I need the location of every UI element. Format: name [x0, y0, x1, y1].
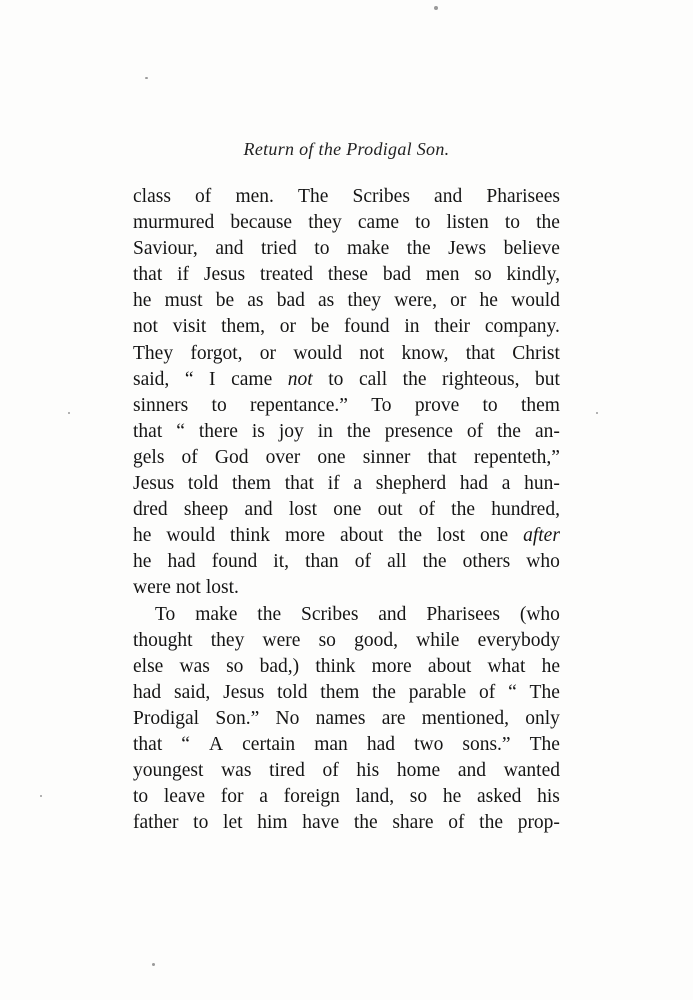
word: repentance.”: [249, 394, 348, 416]
word: make: [195, 603, 238, 625]
scan-speck: [145, 77, 148, 79]
word: what: [487, 655, 526, 677]
word: “: [176, 420, 185, 442]
word: parable: [408, 681, 467, 703]
text-line: [133, 471, 560, 497]
text-line: [133, 236, 560, 262]
word: would: [511, 290, 560, 312]
word: so: [474, 264, 492, 286]
word: be: [215, 290, 235, 312]
word: man: [314, 733, 348, 755]
word: more: [284, 525, 326, 547]
word: are: [381, 707, 406, 729]
word: had: [133, 681, 162, 703]
word: were,: [394, 290, 437, 312]
word: the: [257, 603, 282, 625]
word: would: [166, 525, 216, 547]
word: thought: [133, 629, 193, 651]
word: the: [346, 420, 371, 442]
word: because: [230, 212, 293, 234]
word: mentioned,: [421, 707, 509, 729]
word: while: [416, 629, 460, 651]
word: not: [133, 316, 158, 338]
word: but: [535, 368, 560, 390]
word: gels: [133, 446, 165, 468]
word: The: [298, 186, 329, 207]
word: bad,): [259, 655, 300, 677]
word: everybody: [477, 629, 560, 651]
word: to: [211, 394, 227, 416]
word: murmured: [133, 212, 215, 234]
word: so: [409, 786, 428, 808]
word: not: [287, 368, 313, 390]
text-line: [133, 314, 560, 340]
word: wanted: [503, 760, 560, 782]
word: A: [209, 733, 224, 755]
word: to: [482, 394, 498, 416]
word: not: [359, 342, 385, 364]
word: if: [327, 473, 340, 495]
word: these: [327, 264, 368, 286]
word: youngest: [133, 760, 204, 782]
word: Scribes: [352, 186, 410, 207]
word: have: [302, 812, 340, 834]
word: that: [133, 420, 163, 442]
word: land,: [355, 786, 395, 808]
word: said,: [133, 368, 170, 390]
word: would: [293, 342, 343, 364]
word: he: [541, 655, 560, 677]
word: home: [396, 760, 441, 782]
word: to: [314, 238, 330, 260]
word: or: [259, 342, 277, 364]
word: the: [497, 420, 521, 442]
word: their: [434, 316, 471, 338]
word: had: [459, 473, 489, 495]
word: They: [133, 342, 174, 364]
word: one: [317, 446, 346, 468]
text-line: [133, 784, 560, 810]
text-line: [133, 602, 560, 628]
word: he: [133, 525, 152, 547]
word: was: [221, 760, 252, 782]
word: of: [322, 760, 339, 782]
running-head: Return of the Prodigal Son.: [243, 139, 450, 159]
word: there: [198, 420, 238, 442]
word: Scribes: [301, 603, 359, 625]
word: To: [371, 394, 392, 416]
word: he: [442, 786, 462, 808]
word: hun-: [524, 473, 560, 495]
word: the: [406, 238, 431, 260]
text-line: [133, 654, 560, 680]
word: kindly,: [506, 264, 560, 286]
word: for: [220, 786, 244, 808]
word: think: [315, 655, 356, 677]
scan-speck: [596, 412, 598, 414]
word: and: [434, 186, 463, 207]
word: treated: [259, 264, 314, 286]
word: had: [366, 733, 396, 755]
word: “: [508, 681, 517, 703]
word: said,: [173, 681, 211, 703]
word: good,: [354, 629, 398, 651]
word: that: [427, 446, 457, 468]
word: Jesus: [223, 681, 265, 703]
word: tried: [261, 238, 297, 260]
word: and: [215, 238, 244, 260]
text-line: [133, 732, 560, 758]
word: lost: [436, 525, 466, 547]
word: of: [466, 420, 484, 442]
word: as: [247, 290, 264, 312]
text-line: [133, 419, 560, 445]
word: about: [339, 525, 384, 547]
word: “: [184, 368, 194, 390]
word: joy: [278, 420, 304, 442]
word: about: [427, 655, 472, 677]
word: if: [177, 264, 190, 286]
word: him: [257, 812, 288, 834]
word: must: [164, 290, 203, 312]
word: sinner: [362, 446, 411, 468]
word: of: [478, 681, 496, 703]
word: that: [133, 733, 163, 755]
text-line: [133, 706, 560, 732]
word: others: [462, 551, 511, 573]
word: company.: [484, 316, 560, 338]
word: sheep: [183, 499, 229, 521]
word: foreign: [283, 786, 340, 808]
text-line: [133, 549, 560, 575]
text-line: [133, 810, 560, 836]
word: a: [501, 473, 511, 495]
scan-speck: [152, 963, 155, 966]
text-line: [133, 210, 560, 236]
word: men.: [235, 186, 274, 207]
text-line: [133, 184, 560, 210]
word: Son.”: [215, 707, 260, 729]
text-line: [133, 575, 560, 601]
word: sons.”: [462, 733, 511, 755]
word: the: [398, 525, 423, 547]
word: No: [275, 707, 300, 729]
text-line: [133, 758, 560, 784]
word: who: [526, 551, 560, 573]
text-line: [133, 367, 560, 393]
word: found: [211, 551, 258, 573]
word: he: [133, 551, 152, 573]
word: of: [418, 499, 435, 521]
word: think: [229, 525, 271, 547]
word: so: [226, 655, 244, 677]
text-line: [133, 497, 560, 523]
word: after: [523, 525, 560, 547]
word: forgot,: [190, 342, 243, 364]
word: Christ: [512, 342, 560, 364]
word: were: [133, 577, 171, 599]
word: else: [133, 655, 164, 677]
word: in: [317, 420, 333, 442]
word: a: [353, 473, 363, 495]
word: shepherd: [375, 473, 447, 495]
word: prop-: [517, 812, 560, 834]
word: let: [223, 812, 243, 834]
word: to: [193, 812, 209, 834]
word: dred: [133, 499, 168, 521]
word: names: [315, 707, 366, 729]
word: presence: [384, 420, 453, 442]
text-line: [133, 680, 560, 706]
word: bad: [276, 290, 305, 312]
word: two: [414, 733, 444, 755]
word: God: [214, 446, 249, 468]
word: was: [179, 655, 210, 677]
word: that: [465, 342, 495, 364]
word: listen: [446, 212, 489, 234]
word: Jews: [448, 238, 487, 260]
word: the: [536, 212, 560, 234]
text-line: [133, 523, 560, 549]
word: Jesus: [133, 473, 175, 495]
word: told: [187, 473, 219, 495]
word: only: [525, 707, 560, 729]
word: they: [347, 290, 382, 312]
word: lost.: [205, 577, 239, 599]
word: one: [480, 525, 509, 547]
word: lost: [288, 499, 318, 521]
word: he: [479, 290, 498, 312]
word: tired: [269, 760, 305, 782]
word: them: [520, 394, 560, 416]
word: all: [387, 551, 407, 573]
word: an-: [534, 420, 560, 442]
word: that: [133, 264, 163, 286]
word: he: [133, 290, 152, 312]
word: Prodigal: [133, 707, 200, 729]
word: or: [279, 316, 297, 338]
word: out: [377, 499, 403, 521]
word: make: [347, 238, 390, 260]
word: came: [357, 212, 400, 234]
word: “: [181, 733, 190, 755]
word: they: [308, 212, 342, 234]
word: as: [318, 290, 335, 312]
word: of: [195, 186, 212, 207]
word: certain: [242, 733, 296, 755]
word: came: [231, 368, 273, 390]
word: father: [133, 812, 179, 834]
word: share: [392, 812, 434, 834]
word: To: [155, 603, 176, 625]
word: not: [175, 577, 201, 599]
word: it,: [273, 551, 290, 573]
word: the: [353, 812, 378, 834]
word: more: [371, 655, 412, 677]
word: them,: [221, 316, 265, 338]
scan-speck: [434, 6, 438, 10]
scan-speck: [68, 412, 70, 414]
word: know,: [401, 342, 449, 364]
word: had: [167, 551, 196, 573]
word: visit: [172, 316, 207, 338]
word: and: [244, 499, 273, 521]
word: The: [529, 681, 560, 703]
word: is: [251, 420, 265, 442]
word: to: [133, 786, 149, 808]
word: the: [479, 812, 503, 834]
word: than: [305, 551, 339, 573]
text-line: [133, 262, 560, 288]
text-line: [133, 341, 560, 367]
word: were: [262, 629, 301, 651]
word: asked: [476, 786, 522, 808]
word: Pharisees: [426, 603, 500, 625]
word: call: [358, 368, 388, 390]
word: prove: [414, 394, 460, 416]
word: or: [450, 290, 467, 312]
word: told: [277, 681, 308, 703]
text-line: [133, 288, 560, 314]
word: his: [537, 786, 560, 808]
word: Saviour,: [133, 238, 198, 260]
word: they: [210, 629, 245, 651]
word: a: [259, 786, 268, 808]
word: the: [402, 368, 427, 390]
word: in: [404, 316, 420, 338]
text-line: [133, 628, 560, 654]
text-line: [133, 393, 560, 419]
word: hundred,: [491, 499, 560, 521]
word: found: [344, 316, 390, 338]
word: The: [529, 733, 560, 755]
word: over: [265, 446, 301, 468]
word: to: [504, 212, 521, 234]
word: one: [333, 499, 362, 521]
word: men: [425, 264, 460, 286]
word: bad: [382, 264, 411, 286]
word: them: [320, 681, 360, 703]
word: (who: [519, 603, 560, 625]
word: that: [284, 473, 314, 495]
word: sinners: [133, 394, 189, 416]
word: the: [422, 551, 447, 573]
word: I: [209, 368, 216, 390]
word: his: [356, 760, 380, 782]
word: repenteth,”: [473, 446, 560, 468]
word: and: [457, 760, 487, 782]
word: Jesus: [203, 264, 246, 286]
word: believe: [503, 238, 560, 260]
word: to: [415, 212, 431, 234]
word: Pharisees: [486, 186, 560, 207]
word: so: [318, 629, 336, 651]
word: the: [451, 499, 475, 521]
word: to: [328, 368, 344, 390]
word: of: [181, 446, 198, 468]
word: leave: [163, 786, 206, 808]
word: of: [448, 812, 465, 834]
text-line: [133, 445, 560, 471]
word: righteous,: [442, 368, 520, 390]
word: the: [372, 681, 396, 703]
scan-speck: [40, 795, 42, 797]
word: and: [378, 603, 407, 625]
word: of: [354, 551, 371, 573]
word: be: [310, 316, 330, 338]
word: class: [133, 186, 171, 207]
body-text: [133, 184, 560, 836]
word: them: [231, 473, 271, 495]
